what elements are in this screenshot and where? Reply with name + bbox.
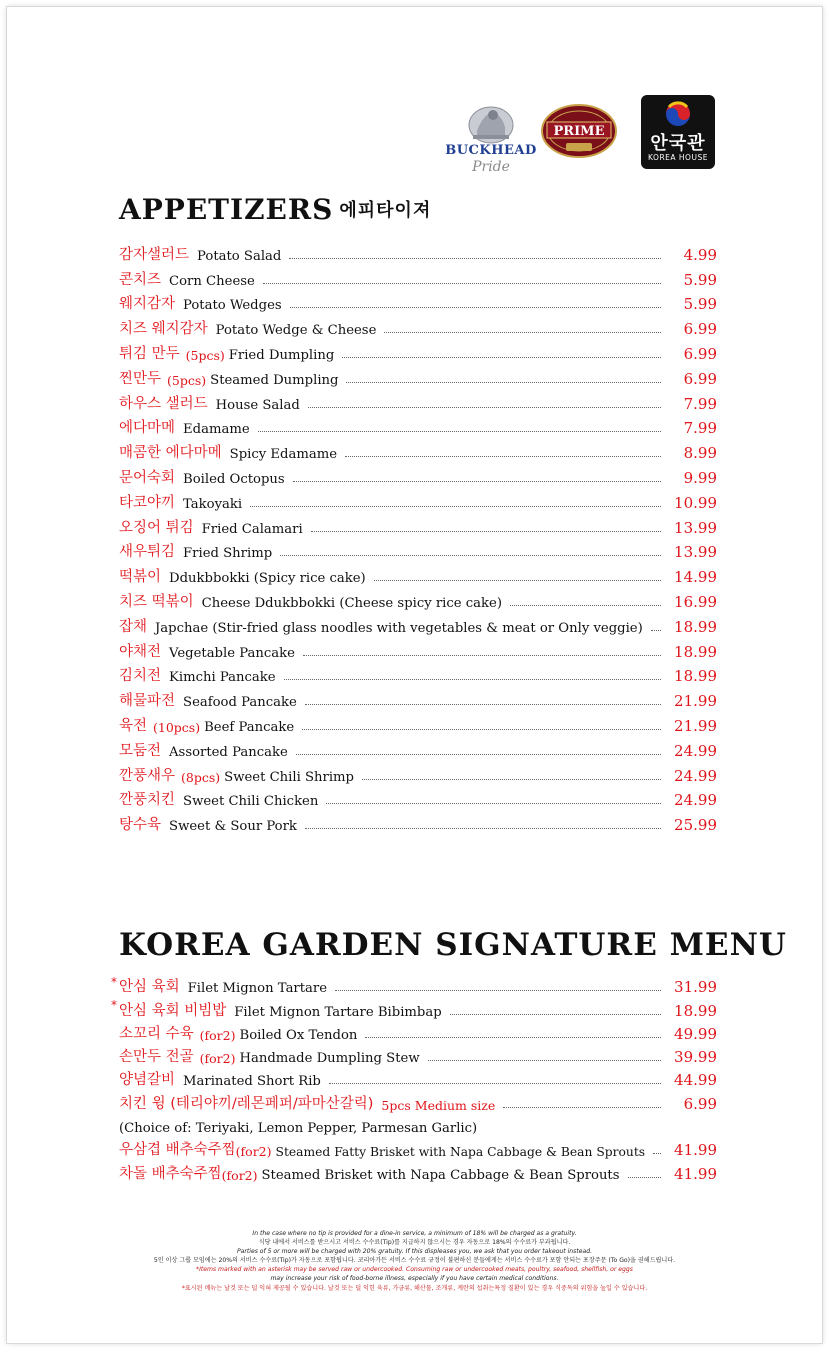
item-name-en: Sweet Chili Chicken xyxy=(183,794,319,810)
item-name-ko: 에다마메 xyxy=(119,420,176,437)
item-price: 31.99 xyxy=(674,978,717,997)
prime-badge-icon xyxy=(539,101,619,161)
wing-choice-note-row xyxy=(119,1113,717,1136)
buckhead-pride-logo xyxy=(443,101,539,181)
menu-item-row xyxy=(119,512,717,537)
dot-leader xyxy=(263,283,661,284)
item-quantity: (for2) xyxy=(221,1167,258,1183)
item-price: 7.99 xyxy=(683,394,717,413)
item-name-ko: 웨지감자 xyxy=(119,296,176,313)
item-price: 10.99 xyxy=(674,493,717,512)
item-name-ko: 육전 xyxy=(119,717,148,734)
item-price: 21.99 xyxy=(674,716,717,735)
dot-leader xyxy=(384,332,661,333)
menu-item-row-wings xyxy=(119,1089,717,1112)
item-quantity: (for2) xyxy=(199,1027,236,1043)
dot-leader xyxy=(345,456,661,457)
item-name-ko: 탕수육 xyxy=(119,817,162,834)
item-name-ko: 콘치즈 xyxy=(119,271,162,288)
taegeuk-icon xyxy=(641,97,715,131)
item-quantity: (10pcs) xyxy=(153,719,201,735)
appetizers-title-en: APPETIZERS xyxy=(119,193,334,226)
menu-item-row xyxy=(119,264,717,289)
item-name-en: Filet Mignon Tartare Bibimbap xyxy=(234,1004,442,1020)
menu-item-row xyxy=(119,1043,717,1066)
item-price: 14.99 xyxy=(674,568,717,587)
item-price: 24.99 xyxy=(674,766,717,785)
menu-item-row xyxy=(119,809,717,834)
dot-leader xyxy=(280,555,661,556)
menu-item-row xyxy=(119,487,717,512)
item-price: 16.99 xyxy=(674,592,717,611)
dot-leader xyxy=(305,828,661,829)
menu-item-row xyxy=(119,586,717,611)
item-name-ko: 안심 육회 xyxy=(119,979,180,996)
item-price: 6.99 xyxy=(683,344,717,363)
item-price: 25.99 xyxy=(674,816,717,835)
menu-item-row xyxy=(119,760,717,785)
dot-leader xyxy=(503,1107,661,1108)
item-name-ko: 오징어 튀김 xyxy=(119,519,194,536)
dot-leader xyxy=(374,580,661,581)
item-price: 18.99 xyxy=(674,642,717,661)
item-price: 18.99 xyxy=(674,667,717,686)
korea-house-title: 안국관 xyxy=(650,133,706,154)
item-name-en: Steamed Brisket with Napa Cabbage & Bean Sprouts xyxy=(261,1167,620,1183)
item-name-en: Steamed Fatty Brisket with Napa Cabbage & Bean Sprouts xyxy=(275,1145,646,1160)
item-name-en: Boiled Ox Tendon xyxy=(239,1027,358,1043)
item-name-en: Sweet & Sour Pork xyxy=(169,819,297,835)
item-name-en: Assorted Pancake xyxy=(169,744,288,760)
menu-item-row xyxy=(119,338,717,363)
item-name-en: Japchae (Stir-fried glass noodles with vegetables & meat or Only veggie) xyxy=(155,620,643,636)
menu-item-row xyxy=(111,996,717,1020)
item-name-ko: 모둠전 xyxy=(119,742,162,759)
item-name-ko: 문어숙회 xyxy=(119,469,176,486)
buckhead-text: BUCKHEAD xyxy=(445,143,537,158)
raw-warning-asterisk: * xyxy=(111,998,117,1013)
item-name-ko: 차돌 배추숙주찜 xyxy=(119,1165,222,1182)
menu-item-row xyxy=(119,239,717,264)
item-name-ko: 치즈 떡볶이 xyxy=(119,593,194,610)
item-name-ko: 감자샐러드 xyxy=(119,246,190,263)
footer-line: 식당 내에서 서비스를 받으시고 서비스 수수료(Tip)를 지급하지 않으시는 경우 자동으로 18%의 수수료가 부과됩니다. xyxy=(258,1239,571,1247)
item-name-ko: 튀김 만두 xyxy=(119,345,180,362)
pride-text: Pride xyxy=(472,159,510,175)
item-name-en: Corn Cheese xyxy=(169,273,255,289)
menu-item-row xyxy=(119,289,717,314)
item-name-ko: 매콤한 에다마메 xyxy=(119,445,222,462)
item-name-en: Potato Wedge & Cheese xyxy=(215,323,377,339)
menu-item-row xyxy=(119,685,717,710)
item-price: 18.99 xyxy=(674,617,717,636)
item-price: 6.99 xyxy=(683,320,717,339)
item-price: 18.99 xyxy=(674,1001,717,1020)
item-name-ko: 김치전 xyxy=(119,668,162,685)
appetizers-title-ko: 에피타이져 xyxy=(339,200,432,221)
item-price: 6.99 xyxy=(683,1094,717,1113)
dot-leader xyxy=(628,1177,661,1178)
item-name-ko: 양념갈비 xyxy=(119,1072,176,1089)
item-quantity: (5pcs) xyxy=(167,372,207,388)
item-name-en: Edamame xyxy=(183,422,250,438)
dot-leader xyxy=(653,1153,661,1154)
dot-leader xyxy=(342,357,661,358)
item-name-en: Potato Wedges xyxy=(183,298,282,314)
item-price: 44.99 xyxy=(674,1071,717,1090)
item-name-en: Boiled Octopus xyxy=(183,471,285,487)
item-name-ko: 소꼬리 수육 xyxy=(119,1025,194,1042)
dot-leader xyxy=(289,258,661,259)
item-name-en: Sweet Chili Shrimp xyxy=(224,769,355,785)
item-name-en: House Salad xyxy=(215,397,300,413)
menu-item-row xyxy=(119,735,717,760)
menu-item-row xyxy=(119,611,717,636)
item-name-ko: 떡볶이 xyxy=(119,569,162,586)
dot-leader xyxy=(296,754,661,755)
appetizer-list xyxy=(119,239,717,834)
menu-item-row xyxy=(119,313,717,338)
item-name-en: Handmade Dumpling Stew xyxy=(239,1051,420,1067)
item-price: 9.99 xyxy=(683,468,717,487)
item-name-en: Ddukbbokki (Spicy rice cake) xyxy=(169,571,366,587)
menu-item-row xyxy=(119,561,717,586)
item-size: 5pcs Medium size xyxy=(381,1097,496,1113)
item-price: 5.99 xyxy=(683,295,717,314)
item-price: 7.99 xyxy=(683,419,717,438)
dot-leader xyxy=(258,431,661,432)
dot-leader xyxy=(450,1014,661,1015)
dot-leader xyxy=(290,307,661,308)
brand-logos xyxy=(443,95,733,179)
footer-line: *표시된 메뉴는 날것 또는 덜 익혀 제공될 수 있습니다. 날것 또는 덜 익힌 육류, 가금류, 해산물, 조개류, 계란의 섭취는특정 질환이 있는 경우 식중독의 위험을 높일 수 있습니다. xyxy=(181,1284,648,1292)
item-name-ko: 해물파전 xyxy=(119,693,176,710)
appetizers-heading xyxy=(119,193,431,226)
item-name-en: Kimchi Pancake xyxy=(169,670,276,686)
item-name-ko: 찐만두 xyxy=(119,370,162,387)
item-price: 4.99 xyxy=(683,245,717,264)
raw-warning-asterisk: * xyxy=(111,975,117,989)
menu-page xyxy=(7,7,822,1343)
usda-prime-logo xyxy=(539,101,619,161)
item-price: 39.99 xyxy=(674,1048,717,1067)
item-name-en: Steamed Dumpling xyxy=(210,372,339,388)
footer-line: may increase your risk of food-borne illness, especially if you have certain medical conditions. xyxy=(270,1275,559,1283)
dot-leader xyxy=(428,1060,661,1061)
item-price: 8.99 xyxy=(683,444,717,463)
item-name-ko: 하우스 샐러드 xyxy=(119,395,208,412)
item-price: 13.99 xyxy=(674,543,717,562)
dot-leader xyxy=(362,779,661,780)
signature-heading: KOREA GARDEN SIGNATURE MENU xyxy=(119,927,787,963)
dot-leader xyxy=(293,481,661,482)
korea-house-logo xyxy=(641,95,715,169)
menu-item-row xyxy=(119,388,717,413)
footer-line: *Items marked with an asterisk may be served raw or undercooked. Consuming raw or undercooked meats, poultry, seafood, shellfish, or eggs xyxy=(196,1266,633,1274)
menu-item-row xyxy=(119,1066,717,1089)
menu-item-row xyxy=(119,1159,717,1182)
item-price: 41.99 xyxy=(674,1164,717,1183)
item-name-ko: 새우튀김 xyxy=(119,544,176,561)
item-name-en: Spicy Edamame xyxy=(229,447,338,463)
menu-item-row xyxy=(119,710,717,735)
item-name-en: Beef Pancake xyxy=(204,719,295,735)
dot-leader xyxy=(326,803,661,804)
item-name-en: Cheese Ddukbbokki (Cheese spicy rice cake) xyxy=(201,595,502,611)
item-name-en: Fried Dumpling xyxy=(228,347,335,363)
item-name-en: Seafood Pancake xyxy=(183,695,297,711)
menu-item-row xyxy=(119,413,717,438)
signature-list xyxy=(111,973,717,1183)
item-name-en: Filet Mignon Tartare xyxy=(187,981,328,997)
korea-house-subtitle: KOREA HOUSE xyxy=(648,153,708,162)
footer-line: 5인 이상 그룹 모임에는 20%의 서비스 수수료(Tip)가 자동으로 포함됩니다. 코리아가든 서비스 수수료 규정이 불편하신 분들에게는 서비스 수수료가 포함 안되는 포장주문 (To Go)을 권해드립니다. xyxy=(153,1257,676,1265)
item-name-ko: 우삼겹 배추숙주찜 xyxy=(119,1142,236,1159)
dot-leader xyxy=(651,630,661,631)
dot-leader xyxy=(250,506,661,507)
item-price: 6.99 xyxy=(683,369,717,388)
dot-leader xyxy=(311,531,661,532)
menu-item-row xyxy=(119,785,717,810)
menu-item-row xyxy=(119,661,717,686)
item-price: 21.99 xyxy=(674,692,717,711)
menu-item-row xyxy=(111,973,717,997)
item-name-ko: 치즈 웨지감자 xyxy=(119,321,208,338)
item-quantity: (5pcs) xyxy=(185,347,225,363)
dot-leader xyxy=(305,704,661,705)
dot-leader xyxy=(510,605,661,606)
menu-item-row xyxy=(119,437,717,462)
menu-item-row xyxy=(119,1136,717,1159)
item-quantity: (for2) xyxy=(235,1144,272,1160)
dot-leader xyxy=(335,990,661,991)
item-price: 13.99 xyxy=(674,518,717,537)
dot-leader xyxy=(284,679,661,680)
item-price: 24.99 xyxy=(674,791,717,810)
item-price: 41.99 xyxy=(674,1141,717,1160)
footer-line: Parties of 5 or more will be charged with 20% gratuity. If this displeases you, we ask that you order takeout instead. xyxy=(236,1248,593,1256)
item-name-en: Potato Salad xyxy=(197,248,282,264)
item-name-en: Fried Shrimp xyxy=(183,546,273,562)
item-name-en: Marinated Short Rib xyxy=(183,1074,321,1090)
item-price: 5.99 xyxy=(683,270,717,289)
item-name-ko: 손만두 전골 xyxy=(119,1049,194,1066)
footer-line: In the case where no tip is provided for a dine-in service, a minimum of 18% will be charged as a gratuity. xyxy=(252,1230,577,1237)
item-name-en: Fried Calamari xyxy=(201,521,303,537)
dot-leader xyxy=(303,655,661,656)
dot-leader xyxy=(365,1037,661,1038)
footer-notes xyxy=(47,1229,782,1293)
dot-leader xyxy=(329,1083,661,1084)
item-name-en: Vegetable Pancake xyxy=(169,645,295,661)
item-price: 49.99 xyxy=(674,1024,717,1043)
prime-label: PRIME xyxy=(553,124,605,139)
item-name-ko: 잡채 xyxy=(119,618,148,635)
dot-leader xyxy=(346,382,661,383)
item-name-ko: 치킨 윙 (테리야끼/레몬페퍼/파마산갈릭) xyxy=(119,1095,374,1112)
menu-item-row xyxy=(119,1020,717,1043)
menu-item-row xyxy=(119,636,717,661)
menu-item-row xyxy=(119,363,717,388)
item-name-ko: 안심 육회 비빔밥 xyxy=(119,1002,227,1019)
item-name-ko: 타코야끼 xyxy=(119,494,176,511)
dot-leader xyxy=(302,729,661,730)
wing-choice-note: (Choice of: Teriyaki, Lemon Pepper, Parmesan Garlic) xyxy=(119,1121,478,1137)
item-name-ko: 깐풍새우 xyxy=(119,767,176,784)
menu-item-row xyxy=(119,537,717,562)
item-name-ko: 깐풍치킨 xyxy=(119,792,176,809)
buckhead-emblem-icon xyxy=(443,101,539,145)
item-quantity: (8pcs) xyxy=(181,769,221,785)
item-quantity: (for2) xyxy=(199,1051,236,1067)
item-price: 24.99 xyxy=(674,741,717,760)
dot-leader xyxy=(308,407,661,408)
item-name-en: Takoyaki xyxy=(183,496,243,512)
menu-item-row xyxy=(119,462,717,487)
item-name-ko: 야채전 xyxy=(119,643,162,660)
